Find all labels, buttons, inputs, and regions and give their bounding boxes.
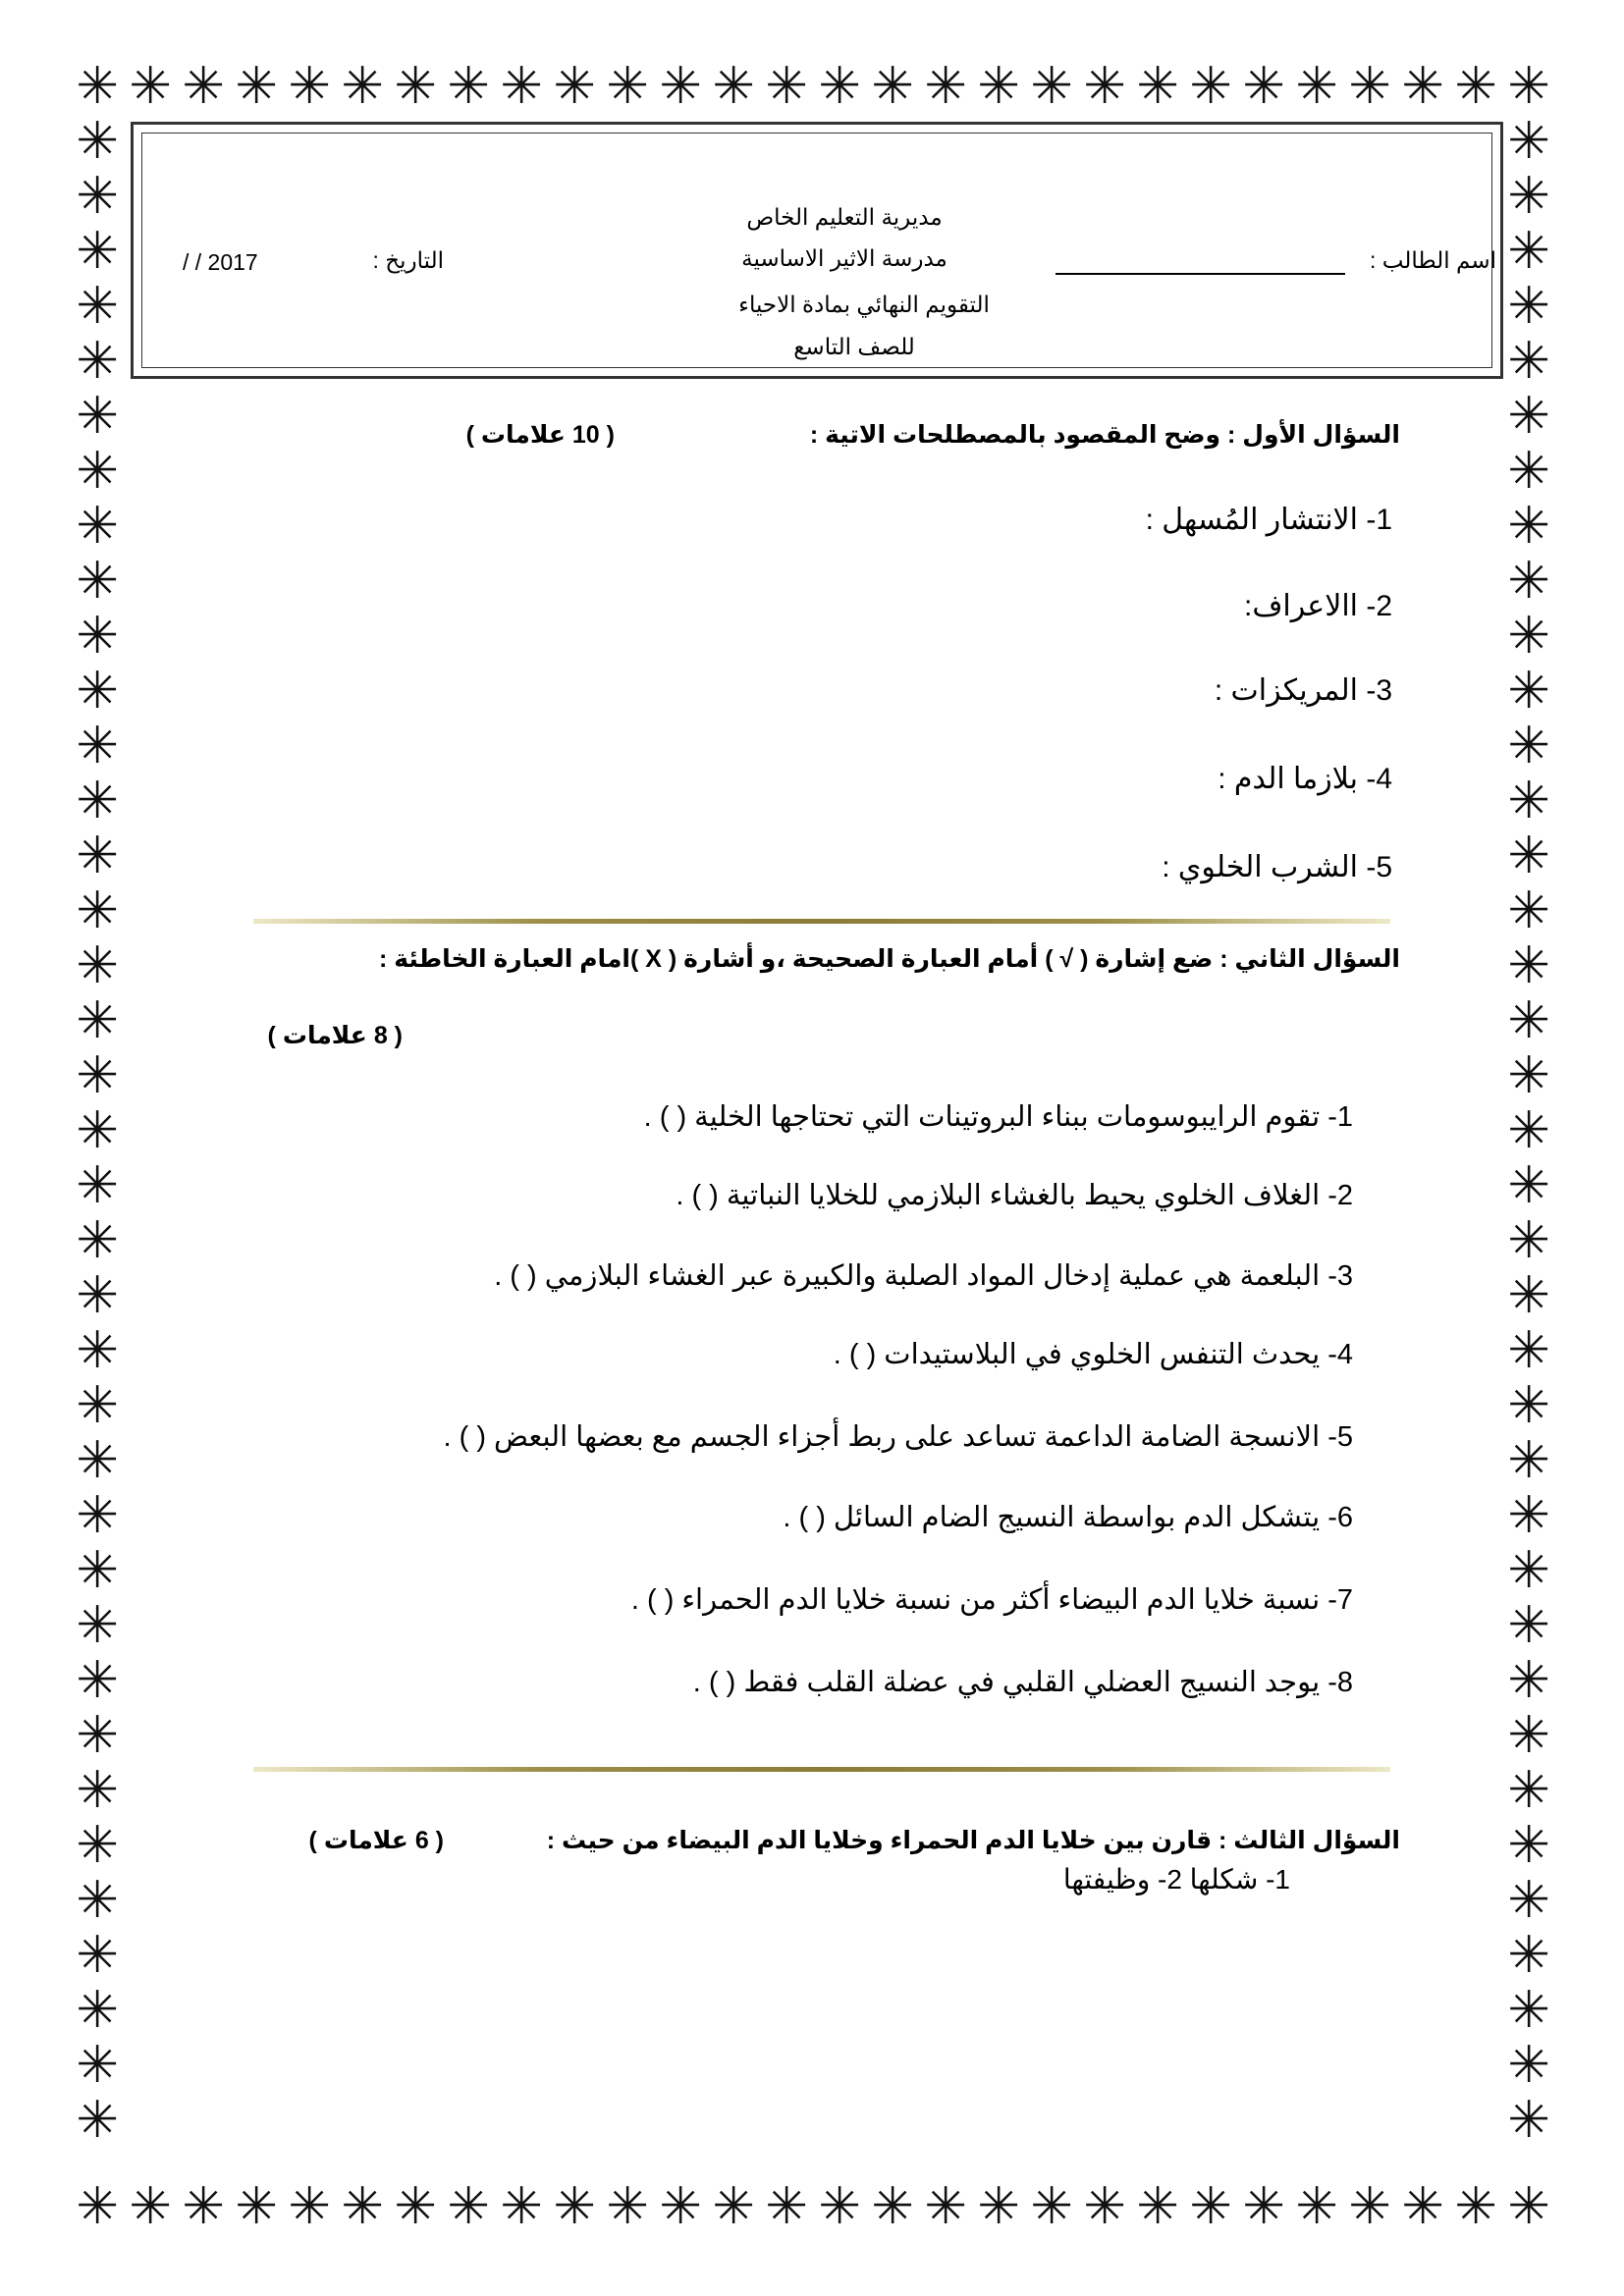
q2-statement: 6- يتشكل الدم بواسطة النسيج الضام السائل ( ) . bbox=[783, 1502, 1353, 1533]
border-star-icon: ✳ bbox=[1507, 1706, 1550, 1765]
border-star-icon: ✳ bbox=[182, 57, 225, 116]
border-star-icon: ✳ bbox=[553, 57, 596, 116]
border-star-icon: ✳ bbox=[1507, 2177, 1550, 2236]
border-star-icon: ✳ bbox=[1507, 2036, 1550, 2095]
border-star-icon: ✳ bbox=[500, 57, 543, 116]
q1-item: 3- المريكزات : bbox=[1214, 674, 1392, 707]
border-star-icon: ✳ bbox=[76, 881, 119, 940]
border-star-icon: ✳ bbox=[76, 552, 119, 611]
border-star-icon: ✳ bbox=[288, 2177, 331, 2236]
q3-marks: ( 6 علامات ) bbox=[308, 1827, 444, 1854]
border-star-icon: ✳ bbox=[76, 1211, 119, 1270]
border-star-icon: ✳ bbox=[659, 2177, 702, 2236]
border-star-icon: ✳ bbox=[765, 2177, 808, 2236]
border-star-icon: ✳ bbox=[76, 2177, 119, 2236]
border-star-icon: ✳ bbox=[76, 1926, 119, 1985]
student-name-line bbox=[1056, 249, 1345, 275]
border-star-icon: ✳ bbox=[1507, 1321, 1550, 1380]
q1-item: 5- الشرب الخلوي : bbox=[1162, 851, 1392, 883]
border-star-icon: ✳ bbox=[1083, 57, 1126, 116]
border-star-icon: ✳ bbox=[394, 2177, 437, 2236]
border-star-icon: ✳ bbox=[1507, 552, 1550, 611]
border-star-icon: ✳ bbox=[76, 1981, 119, 2040]
border-star-icon: ✳ bbox=[76, 662, 119, 721]
exam-title: التقويم النهائي بمادة الاحياء bbox=[738, 292, 990, 317]
border-star-icon: ✳ bbox=[76, 387, 119, 446]
border-star-icon: ✳ bbox=[606, 57, 649, 116]
border-star-icon: ✳ bbox=[76, 222, 119, 281]
border-star-icon: ✳ bbox=[1242, 2177, 1285, 2236]
q1-item: 1- الانتشار المُسهل : bbox=[1145, 504, 1392, 536]
border-star-icon: ✳ bbox=[1507, 772, 1550, 830]
border-star-icon: ✳ bbox=[76, 1431, 119, 1490]
school-name: مدرسة الاثير الاساسية bbox=[741, 245, 947, 271]
border-star-icon: ✳ bbox=[606, 2177, 649, 2236]
border-star-icon: ✳ bbox=[1348, 2177, 1391, 2236]
border-star-icon: ✳ bbox=[76, 112, 119, 171]
border-star-icon: ✳ bbox=[1454, 57, 1497, 116]
q1-item: 2- االاعراف: bbox=[1243, 590, 1392, 622]
border-star-icon: ✳ bbox=[1507, 1266, 1550, 1325]
border-star-icon: ✳ bbox=[76, 57, 119, 116]
border-star-icon: ✳ bbox=[977, 2177, 1020, 2236]
border-star-icon: ✳ bbox=[1507, 881, 1550, 940]
border-star-icon: ✳ bbox=[1507, 332, 1550, 391]
border-star-icon: ✳ bbox=[76, 991, 119, 1050]
border-star-icon: ✳ bbox=[1507, 1211, 1550, 1270]
border-star-icon: ✳ bbox=[129, 2177, 172, 2236]
border-star-icon: ✳ bbox=[871, 2177, 914, 2236]
border-star-icon: ✳ bbox=[712, 2177, 755, 2236]
border-star-icon: ✳ bbox=[1507, 167, 1550, 226]
border-star-icon: ✳ bbox=[1189, 57, 1232, 116]
border-star-icon: ✳ bbox=[1295, 57, 1338, 116]
q2-title: السؤال الثاني : ضع إشارة ( √ ) أمام العبارة الصحيحة ،و أشارة ( X )امام العبارة الخاطئة : bbox=[378, 945, 1400, 973]
border-star-icon: ✳ bbox=[1083, 2177, 1126, 2236]
border-star-icon: ✳ bbox=[1507, 936, 1550, 995]
border-star-icon: ✳ bbox=[447, 2177, 490, 2236]
border-star-icon: ✳ bbox=[341, 2177, 384, 2236]
grade-label: للصف التاسع bbox=[793, 334, 915, 359]
border-star-icon: ✳ bbox=[76, 936, 119, 995]
border-star-icon: ✳ bbox=[1507, 1871, 1550, 1930]
border-star-icon: ✳ bbox=[1507, 1651, 1550, 1710]
q2-statement: 4- يحدث التنفس الخلوي في البلاستيدات ( ) . bbox=[833, 1339, 1353, 1370]
q2-statement: 8- يوجد النسيج العضلي القلبي في عضلة القلب فقط ( ) . bbox=[692, 1667, 1353, 1698]
section-divider bbox=[253, 1767, 1390, 1772]
q1-item: 4- بلازما الدم : bbox=[1218, 763, 1392, 795]
border-star-icon: ✳ bbox=[76, 497, 119, 556]
q3-title: السؤال الثالث : قارن بين خلايا الدم الحمراء وخلايا الدم البيضاء من حيث : bbox=[546, 1827, 1400, 1854]
border-star-icon: ✳ bbox=[235, 57, 278, 116]
border-star-icon: ✳ bbox=[1507, 222, 1550, 281]
border-star-icon: ✳ bbox=[1348, 57, 1391, 116]
section-divider bbox=[253, 919, 1390, 924]
border-star-icon: ✳ bbox=[76, 1266, 119, 1325]
border-star-icon: ✳ bbox=[76, 1761, 119, 1820]
border-star-icon: ✳ bbox=[1242, 57, 1285, 116]
border-star-icon: ✳ bbox=[288, 57, 331, 116]
border-star-icon: ✳ bbox=[1507, 1926, 1550, 1985]
q3-items: 1- شكلها 2- وظيفتها bbox=[1062, 1864, 1290, 1895]
date-value: / / 2017 bbox=[183, 249, 258, 275]
border-star-icon: ✳ bbox=[76, 772, 119, 830]
border-star-icon: ✳ bbox=[76, 332, 119, 391]
border-star-icon: ✳ bbox=[1507, 112, 1550, 171]
border-star-icon: ✳ bbox=[1507, 1761, 1550, 1820]
border-star-icon: ✳ bbox=[341, 57, 384, 116]
border-star-icon: ✳ bbox=[1507, 1376, 1550, 1435]
q2-statement: 3- البلعمة هي عملية إدخال المواد الصلبة والكبيرة عبر الغشاء البلازمي ( ) . bbox=[494, 1260, 1353, 1292]
q2-marks: ( 8 علامات ) bbox=[267, 1022, 403, 1049]
border-star-icon: ✳ bbox=[1507, 387, 1550, 446]
border-star-icon: ✳ bbox=[924, 2177, 967, 2236]
border-bottom bbox=[71, 2177, 1555, 2236]
border-right bbox=[1502, 112, 1555, 2150]
q1-title: السؤال الأول : وضح المقصود بالمصطلحات الاتية : bbox=[809, 421, 1400, 449]
border-star-icon: ✳ bbox=[76, 1486, 119, 1545]
border-star-icon: ✳ bbox=[76, 2036, 119, 2095]
border-left bbox=[71, 112, 124, 2150]
q2-statement: 7- نسبة خلايا الدم البيضاء أكثر من نسبة خلايا الدم الحمراء ( ) . bbox=[630, 1584, 1353, 1616]
q2-statement: 2- الغلاف الخلوي يحيط بالغشاء البلازمي للخلايا النباتية ( ) . bbox=[676, 1180, 1353, 1211]
border-star-icon: ✳ bbox=[1030, 2177, 1073, 2236]
border-star-icon: ✳ bbox=[76, 1046, 119, 1105]
border-top bbox=[71, 57, 1555, 116]
border-star-icon: ✳ bbox=[129, 57, 172, 116]
border-star-icon: ✳ bbox=[1507, 442, 1550, 501]
border-star-icon: ✳ bbox=[76, 1816, 119, 1875]
border-star-icon: ✳ bbox=[712, 57, 755, 116]
border-star-icon: ✳ bbox=[76, 1871, 119, 1930]
border-star-icon: ✳ bbox=[1507, 2091, 1550, 2150]
border-star-icon: ✳ bbox=[235, 2177, 278, 2236]
border-star-icon: ✳ bbox=[76, 1156, 119, 1215]
student-name-label: اسم الطالب : bbox=[1369, 247, 1496, 273]
border-star-icon: ✳ bbox=[977, 57, 1020, 116]
q1-marks: ( 10 علامات ) bbox=[465, 421, 615, 449]
border-star-icon: ✳ bbox=[1507, 1101, 1550, 1160]
border-star-icon: ✳ bbox=[1507, 1486, 1550, 1545]
border-star-icon: ✳ bbox=[1401, 2177, 1444, 2236]
border-star-icon: ✳ bbox=[76, 1101, 119, 1160]
border-star-icon: ✳ bbox=[1507, 827, 1550, 885]
border-star-icon: ✳ bbox=[1189, 2177, 1232, 2236]
border-star-icon: ✳ bbox=[76, 717, 119, 775]
border-star-icon: ✳ bbox=[1401, 57, 1444, 116]
border-star-icon: ✳ bbox=[818, 57, 861, 116]
date-label: التاريخ : bbox=[372, 247, 444, 273]
border-star-icon: ✳ bbox=[1507, 57, 1550, 116]
q2-statement: 1- تقوم الرايبوسومات ببناء البروتينات التي تحتاجها الخلية ( ) . bbox=[643, 1101, 1353, 1133]
border-star-icon: ✳ bbox=[871, 57, 914, 116]
border-star-icon: ✳ bbox=[76, 607, 119, 666]
border-star-icon: ✳ bbox=[924, 57, 967, 116]
border-star-icon: ✳ bbox=[76, 1376, 119, 1435]
border-star-icon: ✳ bbox=[1454, 2177, 1497, 2236]
border-star-icon: ✳ bbox=[76, 442, 119, 501]
border-star-icon: ✳ bbox=[76, 1321, 119, 1380]
border-star-icon: ✳ bbox=[76, 1651, 119, 1710]
border-star-icon: ✳ bbox=[1507, 497, 1550, 556]
border-star-icon: ✳ bbox=[1136, 2177, 1179, 2236]
border-star-icon: ✳ bbox=[500, 2177, 543, 2236]
border-star-icon: ✳ bbox=[394, 57, 437, 116]
border-star-icon: ✳ bbox=[553, 2177, 596, 2236]
border-star-icon: ✳ bbox=[1507, 1596, 1550, 1655]
border-star-icon: ✳ bbox=[1295, 2177, 1338, 2236]
border-star-icon: ✳ bbox=[447, 57, 490, 116]
border-star-icon: ✳ bbox=[818, 2177, 861, 2236]
directorate: مديرية التعليم الخاص bbox=[746, 204, 943, 230]
border-star-icon: ✳ bbox=[765, 57, 808, 116]
border-star-icon: ✳ bbox=[76, 1596, 119, 1655]
border-star-icon: ✳ bbox=[1136, 57, 1179, 116]
border-star-icon: ✳ bbox=[1507, 277, 1550, 336]
border-star-icon: ✳ bbox=[76, 277, 119, 336]
border-star-icon: ✳ bbox=[1507, 1981, 1550, 2040]
border-star-icon: ✳ bbox=[1507, 1816, 1550, 1875]
border-star-icon: ✳ bbox=[76, 167, 119, 226]
border-star-icon: ✳ bbox=[1507, 662, 1550, 721]
border-star-icon: ✳ bbox=[76, 1706, 119, 1765]
border-star-icon: ✳ bbox=[659, 57, 702, 116]
border-star-icon: ✳ bbox=[182, 2177, 225, 2236]
border-star-icon: ✳ bbox=[1507, 607, 1550, 666]
border-star-icon: ✳ bbox=[1507, 991, 1550, 1050]
border-star-icon: ✳ bbox=[1507, 1046, 1550, 1105]
border-star-icon: ✳ bbox=[1507, 1431, 1550, 1490]
border-star-icon: ✳ bbox=[1507, 1156, 1550, 1215]
border-star-icon: ✳ bbox=[76, 1541, 119, 1600]
border-star-icon: ✳ bbox=[1507, 1541, 1550, 1600]
border-star-icon: ✳ bbox=[1030, 57, 1073, 116]
border-star-icon: ✳ bbox=[76, 2091, 119, 2150]
q2-statement: 5- الانسجة الضامة الداعمة تساعد على ربط أجزاء الجسم مع بعضها البعض ( ) . bbox=[443, 1421, 1353, 1453]
border-star-icon: ✳ bbox=[76, 827, 119, 885]
border-star-icon: ✳ bbox=[1507, 717, 1550, 775]
